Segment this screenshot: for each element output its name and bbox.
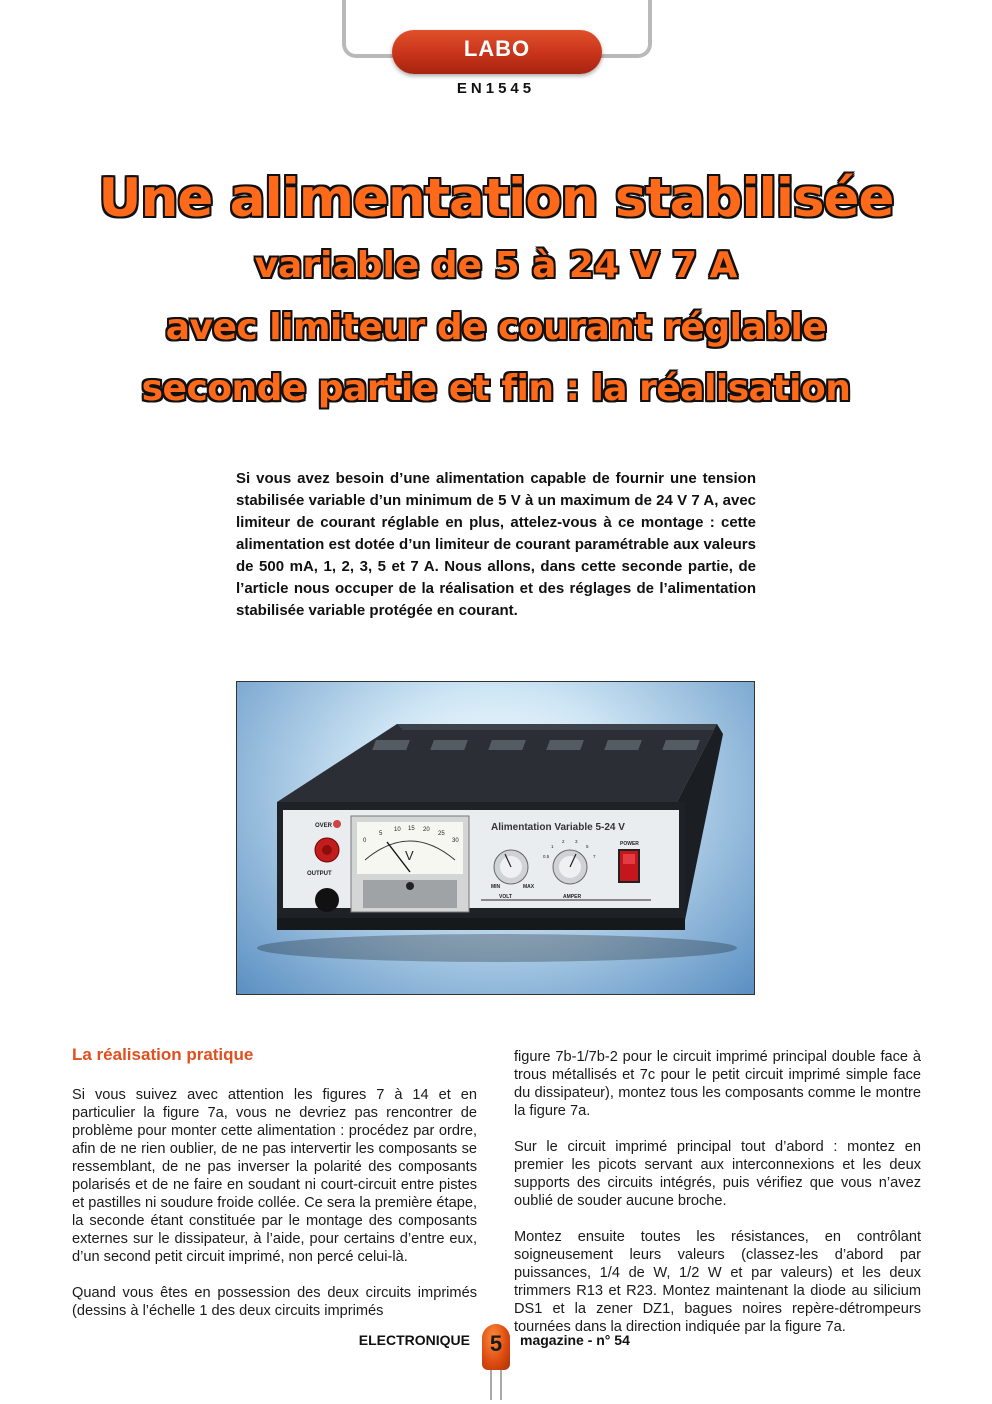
output-label: OUTPUT [307,871,332,877]
title-line-3: avec limiteur de courant réglable [165,307,827,348]
meter-tick-5: 5 [379,831,383,837]
title-line-2: variable de 5 à 24 V 7 A [254,245,738,286]
black-terminal-icon [315,888,339,912]
product-photo [236,681,755,995]
page-footer [0,1330,992,1404]
panel-title: Alimentation Variable 5-24 V [491,822,625,833]
paragraph: Sur le circuit imprimé principal tout d’abord : montez en premier les picots servant aux interconnexions et les deux supports des circuits intégrés, puis vérifiez que vous n’avez oublié de souder aucune broche. [514,1139,921,1209]
intro-paragraph: Si vous avez besoin d’une alimentation capable de fournir une tension stabilisée variable d’un minimum de 5 V à un maximum de 24 V 7 A, avec limiteur de courant réglable en plus, attelez-vous à ce montage : cette alimentation est dotée d’un limiteur de courant paramétrable aux valeurs de 500 mA, 1, 2, 3, 5 et 7 A. Nous allons, dans cette seconde partie, de l’article nous occuper de la réalisation et des réglages de l’alimentation stabilisée variable protégée en courant. [236,470,756,619]
section-heading: La réalisation pratique [72,1045,254,1064]
meter-tick-15: 15 [408,826,415,832]
power-label: POWER [620,841,639,847]
case-top [277,724,717,802]
meter-tick-20: 20 [423,827,430,833]
knob-min-label: MIN [491,884,501,890]
left-column [72,1086,477,1338]
title-line-4: seconde partie et fin : la réalisation [141,368,851,409]
power-supply-illustration [237,682,755,995]
volt-label: VOLT [499,894,512,900]
amp-tick-5: 7 [593,854,596,859]
amper-label: AMPER [563,894,582,900]
amp-tick-0: 0.5 [543,854,550,859]
amp-tick-1: 1 [551,844,554,849]
knob-max-label: MAX [523,884,535,890]
meter-unit: V [405,848,414,863]
paragraph: Quand vous êtes en possession des deux circuits imprimés (dessins à l’échelle 1 des deux circuits imprimés [72,1285,477,1319]
paragraph: figure 7b-1/7b-2 pour le circuit imprimé principal double face à trous métallisés et 7c pour le petit circuit imprimé simple face du dissipateur), montez tous les composants comme le montre la figure 7a. [514,1049,921,1119]
amp-tick-2: 2 [562,839,565,844]
meter-tick-10: 10 [394,827,401,833]
meter-tick-25: 25 [438,831,445,837]
footer-magazine-name: ELECTRONIQUE [358,1332,470,1348]
right-column [514,1048,921,1354]
paragraph: Si vous suivez avec attention les figures 7 à 14 et en particulier la figure 7a, vous ne devriez pas rencontrer de problème pour monter cette alimentation : procédez par ordre, afin de ne rien oublier, de ne pas intervertir les composants se ressemblant, de ne pas inverser la polarité des composants polarisés et de ne faire en soudant ni court-circuit entre pistes et pastilles ni soudure froide collée. Ce sera la première étape, la seconde étant constituée par le montage des composants externes sur le dissipateur, à l’aide, pour certains d’entre eux, d’un second petit circuit imprimé, non percé celui-là. [72,1087,477,1265]
meter-tick-30: 30 [452,838,459,844]
amp-tick-3: 3 [575,839,578,844]
footer-issue: magazine - n° 54 [520,1332,630,1348]
over-led-icon [333,820,341,828]
paragraph: Montez ensuite toutes les résistances, en contrôlant soigneusement leurs valeurs (classez-les d’abord par puissances, 1/4 de W, 1/2 W et par valeurs) et les deux trimmers R13 et R23. Montez maintenant la diode au silicium DS1 et la zener DZ1, bagues noires repère-détrompeurs tournées dans la direction indiquée par la figure 7a. [514,1229,921,1335]
over-label: OVER [315,823,333,829]
article-code: EN1545 [456,80,536,97]
section-label: LABO [463,36,531,61]
meter-tick-0: 0 [363,838,367,844]
page-number: 5 [482,1324,510,1370]
amp-tick-4: 5 [586,844,589,849]
title-line-1: Une alimentation stabilisée [98,168,894,229]
